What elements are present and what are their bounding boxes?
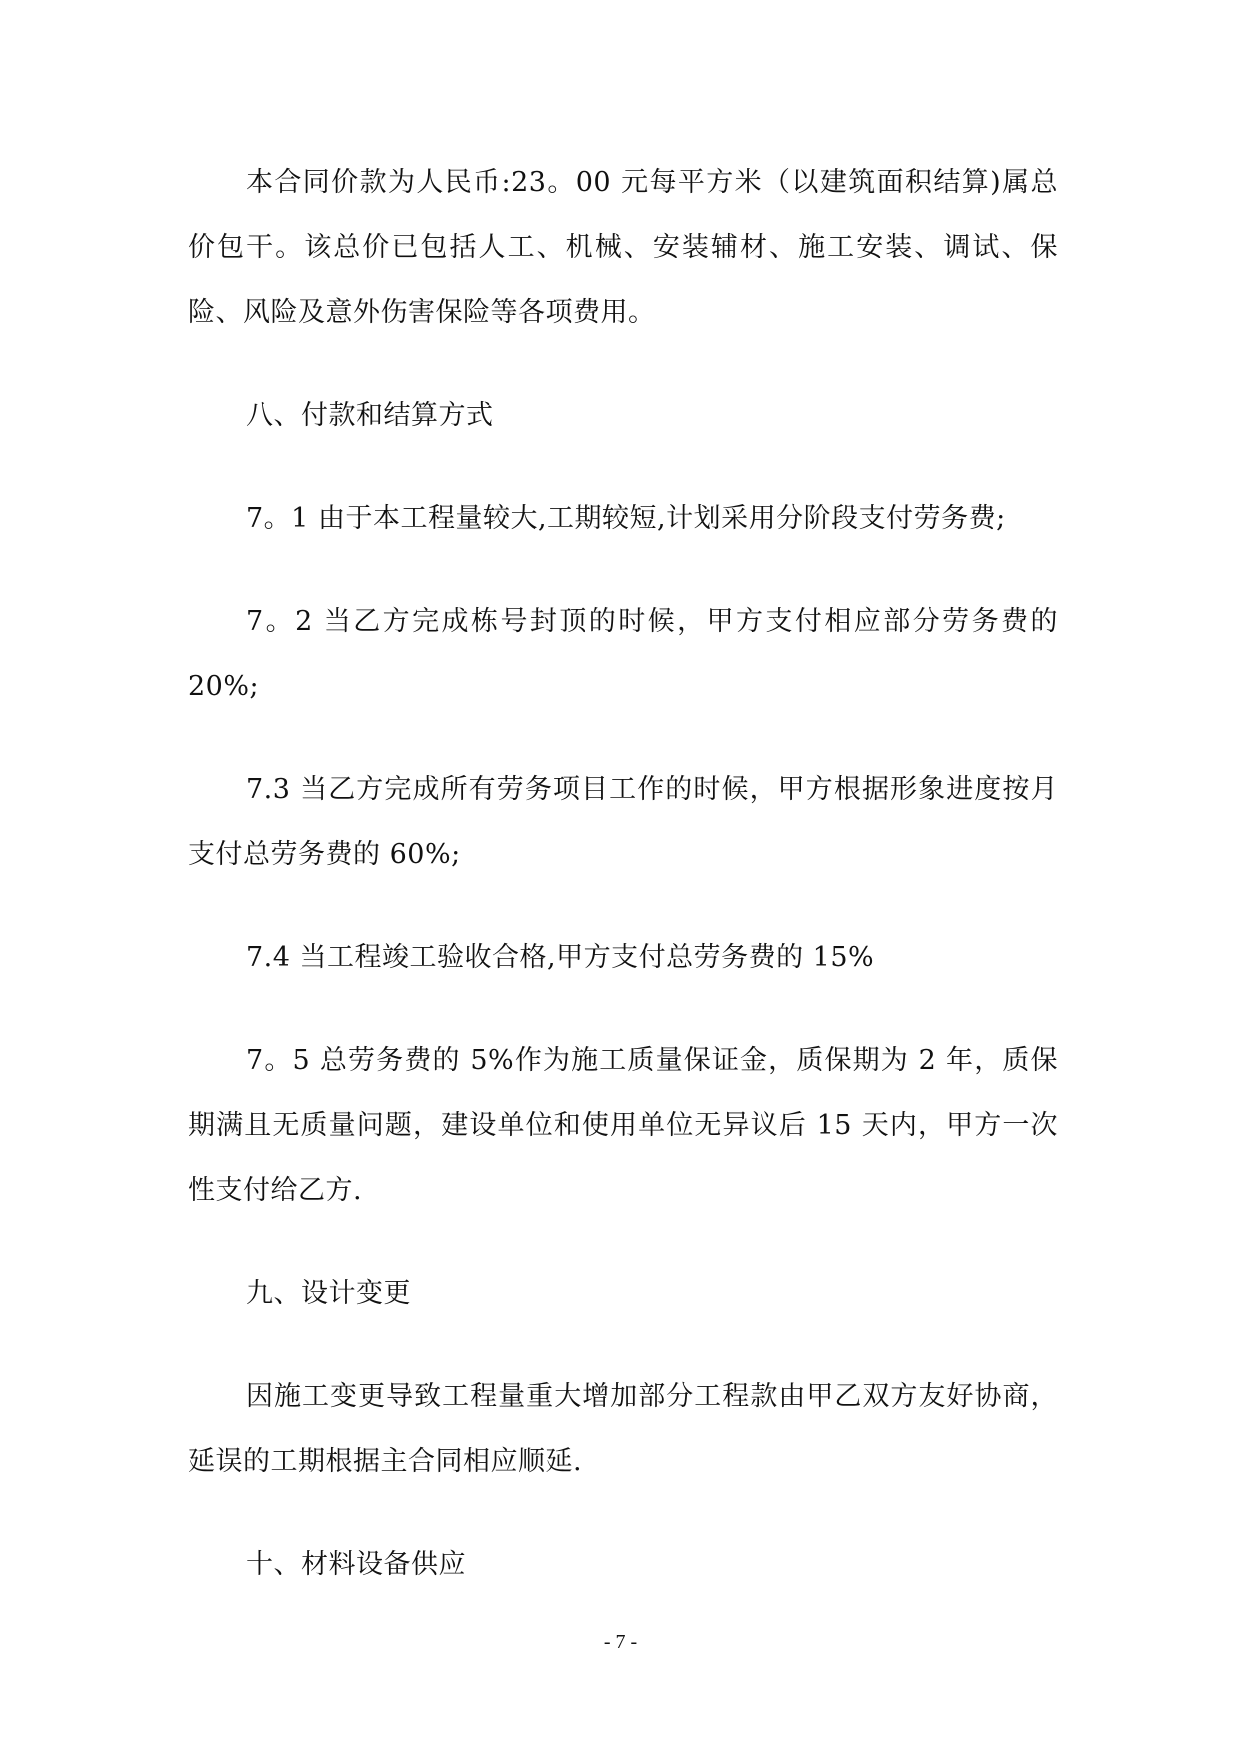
paragraph-contract-price: 本合同价款为人民币:23。00 元每平方米（以建筑面积结算)属总价包干。该总价已包括人工、机械、安装辅材、施工安装、调试、保险、风险及意外伤害保险等各项费用。 bbox=[188, 167, 1058, 328]
section-heading-payment: 八、付款和结算方式 bbox=[246, 400, 494, 431]
section-heading-design-change: 九、设计变更 bbox=[246, 1278, 411, 1309]
section-heading-materials: 十、材料设备供应 bbox=[246, 1549, 466, 1580]
clause-7-1: 7。1 由于本工程量较大,工期较短,计划采用分阶段支付劳务费; bbox=[246, 503, 1006, 534]
clause-7-3: 7.3 当乙方完成所有劳务项目工作的时候，甲方根据形象进度按月支付总劳务费的 60%; bbox=[188, 774, 1058, 870]
paragraph-design-change: 因施工变更导致工程量重大增加部分工程款由甲乙双方友好协商，延误的工期根据主合同相应顺延. bbox=[188, 1381, 1058, 1477]
clause-7-2: 7。2 当乙方完成栋号封顶的时候，甲方支付相应部分劳务费的20%; bbox=[188, 606, 1058, 702]
document-body bbox=[188, 150, 1058, 1635]
clause-7-5: 7。5 总劳务费的 5%作为施工质量保证金，质保期为 2 年，质保期满且无质量问题，建设单位和使用单位无异议后 15 天内，甲方一次性支付给乙方. bbox=[188, 1045, 1058, 1206]
clause-7-4: 7.4 当工程竣工验收合格,甲方支付总劳务费的 15% bbox=[246, 942, 875, 973]
page-number: - 7 - bbox=[603, 1631, 638, 1653]
